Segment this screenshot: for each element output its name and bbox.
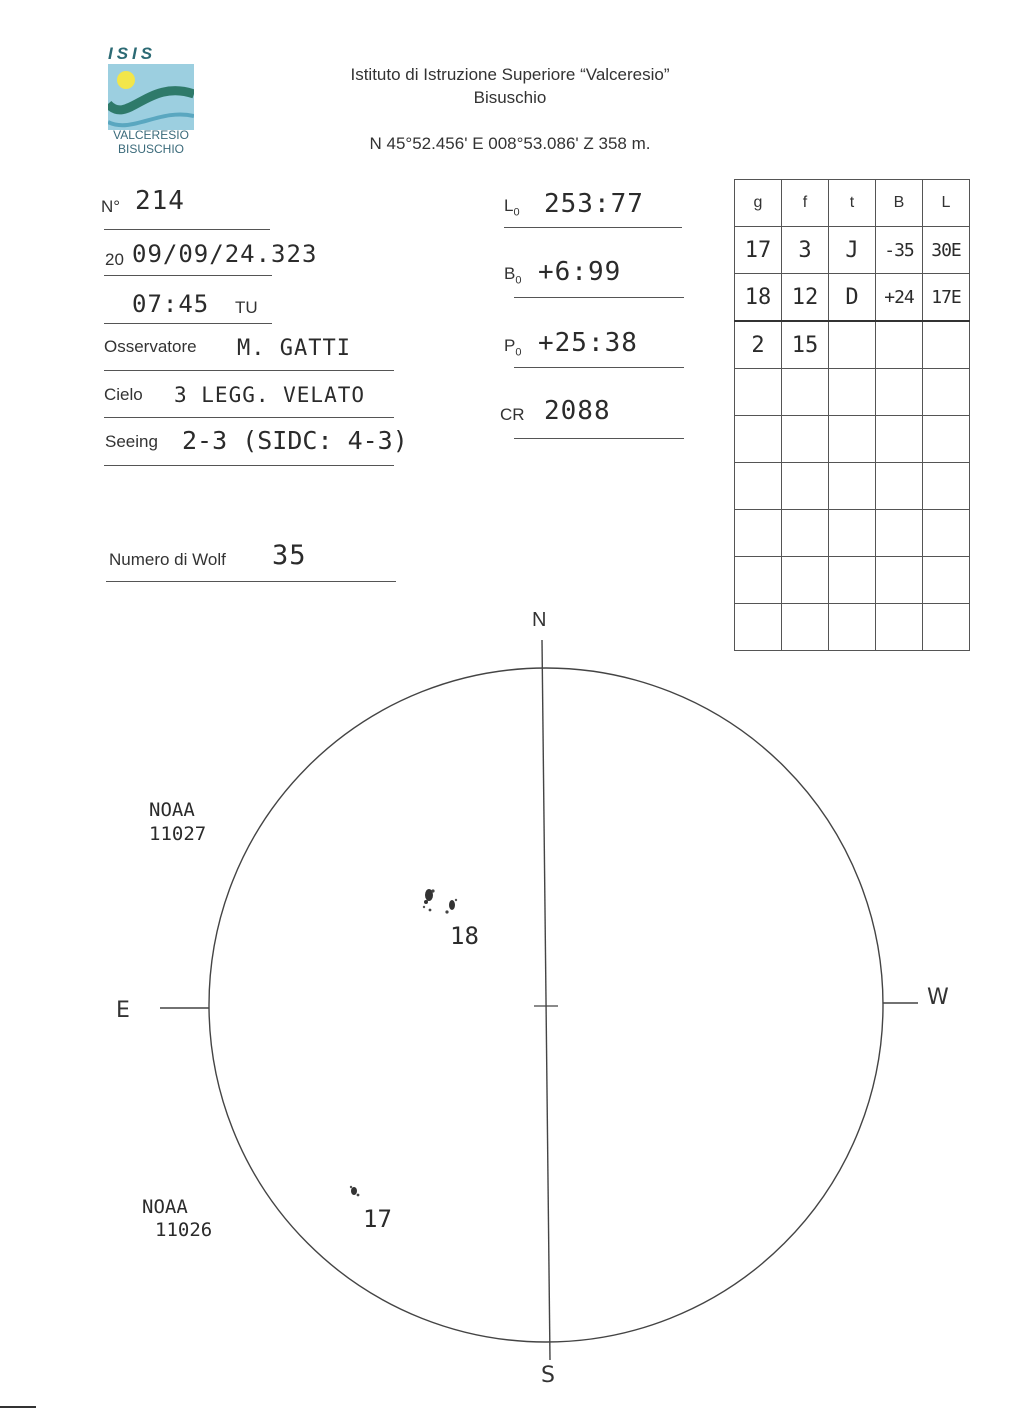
compass-east: E (116, 998, 130, 1023)
l0-label: $L_0$ (504, 196, 520, 219)
north-south-axis (542, 640, 550, 1360)
sky-value: 3 LEGG. VELATO (174, 383, 366, 407)
table-cell: 15 (782, 321, 829, 369)
header-f: f (782, 180, 829, 227)
table-cell: 17E (923, 274, 970, 322)
logo-line-2: BISUSCHIO (117, 142, 184, 156)
header-b: B (876, 180, 923, 227)
p0-value: +25:38 (538, 328, 638, 358)
l0-value: 253:77 (544, 189, 644, 219)
seeing-label: Seeing (105, 432, 158, 451)
seeing-value: 2-3 (SIDC: 4-3) (182, 426, 408, 455)
sky-label: Cielo (104, 385, 143, 404)
region-11027-number: 11027 (149, 823, 207, 845)
table-cell: J (829, 227, 876, 274)
table-cell: D (829, 274, 876, 322)
table-cell: -35 (876, 227, 923, 274)
table-cell: +24 (876, 274, 923, 322)
observatory-coordinates: N 45°52.456' E 008°53.086' Z 358 m. (369, 134, 651, 153)
sunspot-group-17 (350, 1186, 360, 1197)
table-cell: 3 (782, 227, 829, 274)
cr-label: CR (500, 405, 525, 424)
compass-west: W (927, 985, 949, 1010)
observer-label: Osservatore (104, 337, 197, 356)
date-prefix: 20 (105, 250, 124, 269)
institute-city: Bisuschio (473, 88, 547, 107)
number-value: 214 (135, 186, 185, 216)
p0-label: $P_0$ (504, 336, 522, 359)
group-17-label: 17 (363, 1205, 392, 1233)
table-cell: 12 (782, 274, 829, 322)
header-l: L (923, 180, 970, 227)
header-g: g (735, 180, 782, 227)
logo-name: ISIS (108, 44, 157, 63)
observer-value: M. GATTI (237, 336, 351, 361)
institute-name: Istituto di Istruzione Superiore “Valceresio” (350, 65, 670, 84)
time-value: 07:45 (132, 290, 210, 318)
table-cell: 2 (735, 321, 782, 369)
compass-south: S (541, 1363, 555, 1388)
table-cell: 30E (923, 227, 970, 274)
b0-value: +6:99 (538, 257, 622, 287)
logo-line-1: VALCERESIO (113, 128, 189, 142)
cr-value: 2088 (544, 396, 611, 426)
region-11026-number: 11026 (155, 1219, 213, 1241)
wolf-label: Numero di Wolf (109, 550, 226, 569)
sunspot-group-18 (423, 889, 457, 914)
compass-north: N (532, 609, 547, 631)
region-11027-noaa: NOAA (149, 799, 195, 821)
time-suffix: TU (235, 298, 258, 317)
table-cell: 18 (735, 274, 782, 322)
header-t: t (829, 180, 876, 227)
number-label: N° (101, 197, 121, 216)
table-cell: 17 (735, 227, 782, 274)
wolf-value: 35 (272, 540, 307, 571)
group-18-label: 18 (450, 922, 479, 950)
region-11026-noaa: NOAA (142, 1196, 188, 1218)
b0-label: $B_0$ (504, 264, 522, 287)
date-value: 09/09/24.323 (132, 240, 318, 268)
